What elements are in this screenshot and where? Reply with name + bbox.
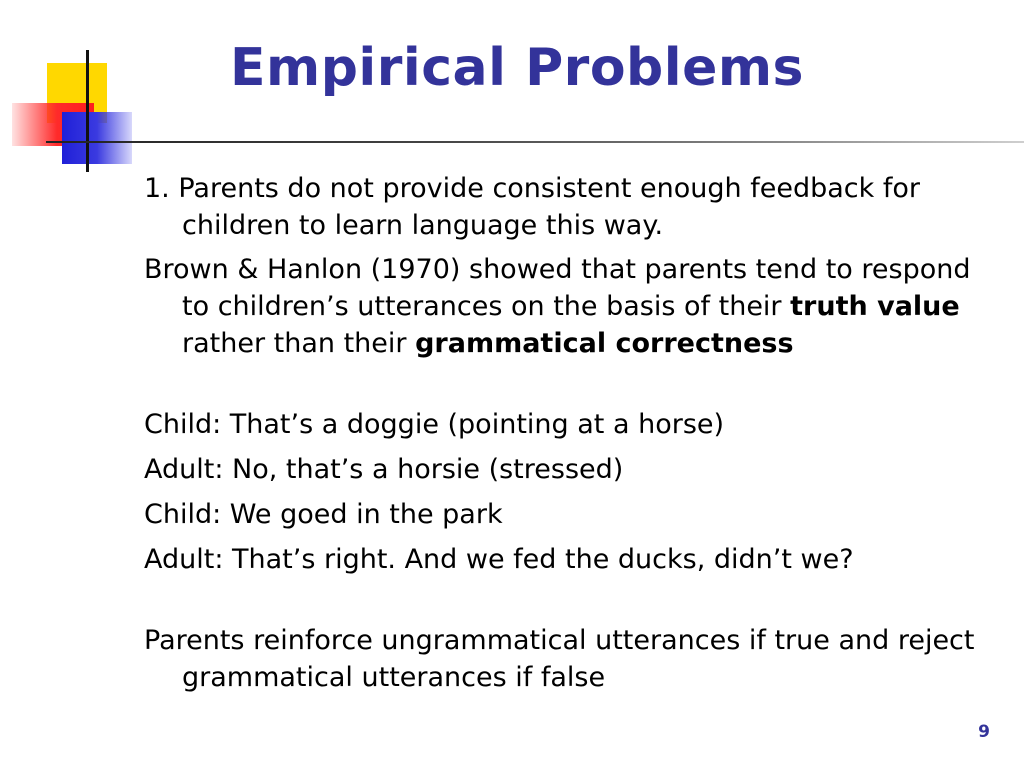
dialogue-line-2: Adult: No, that’s a horsie (stressed) bbox=[144, 454, 624, 485]
page-number: 9 bbox=[978, 722, 990, 742]
brown-hanlon-paragraph bbox=[144, 251, 1004, 362]
point-1: 1. Parents do not provide consistent enough feedback for children to learn language this way. bbox=[144, 173, 920, 241]
blue-square bbox=[62, 112, 132, 164]
logo-squares-graphic bbox=[0, 0, 150, 175]
slide-body bbox=[144, 170, 1004, 696]
title-underline-rule bbox=[46, 141, 1024, 143]
truth-value-bold: truth value bbox=[790, 291, 960, 322]
conclusion-paragraph: Parents reinforce ungrammatical utterances if true and reject grammatical utterances if false bbox=[144, 625, 975, 693]
dialogue-line-4: Adult: That’s right. And we fed the ducks, didn’t we? bbox=[144, 544, 854, 575]
vertical-rule bbox=[86, 50, 89, 172]
brown-mid-text: rather than their bbox=[182, 328, 416, 359]
slide-title: Empirical Problems bbox=[230, 38, 804, 98]
brown-lead-text: Brown & Hanlon (1970) showed that parents tend to respond to children’s utterances on the basis of their bbox=[144, 254, 971, 322]
dialogue-line-3: Child: We goed in the park bbox=[144, 499, 503, 530]
dialogue-line-1: Child: That’s a doggie (pointing at a horse) bbox=[144, 409, 725, 440]
grammatical-correctness-bold: grammatical correctness bbox=[415, 328, 794, 359]
